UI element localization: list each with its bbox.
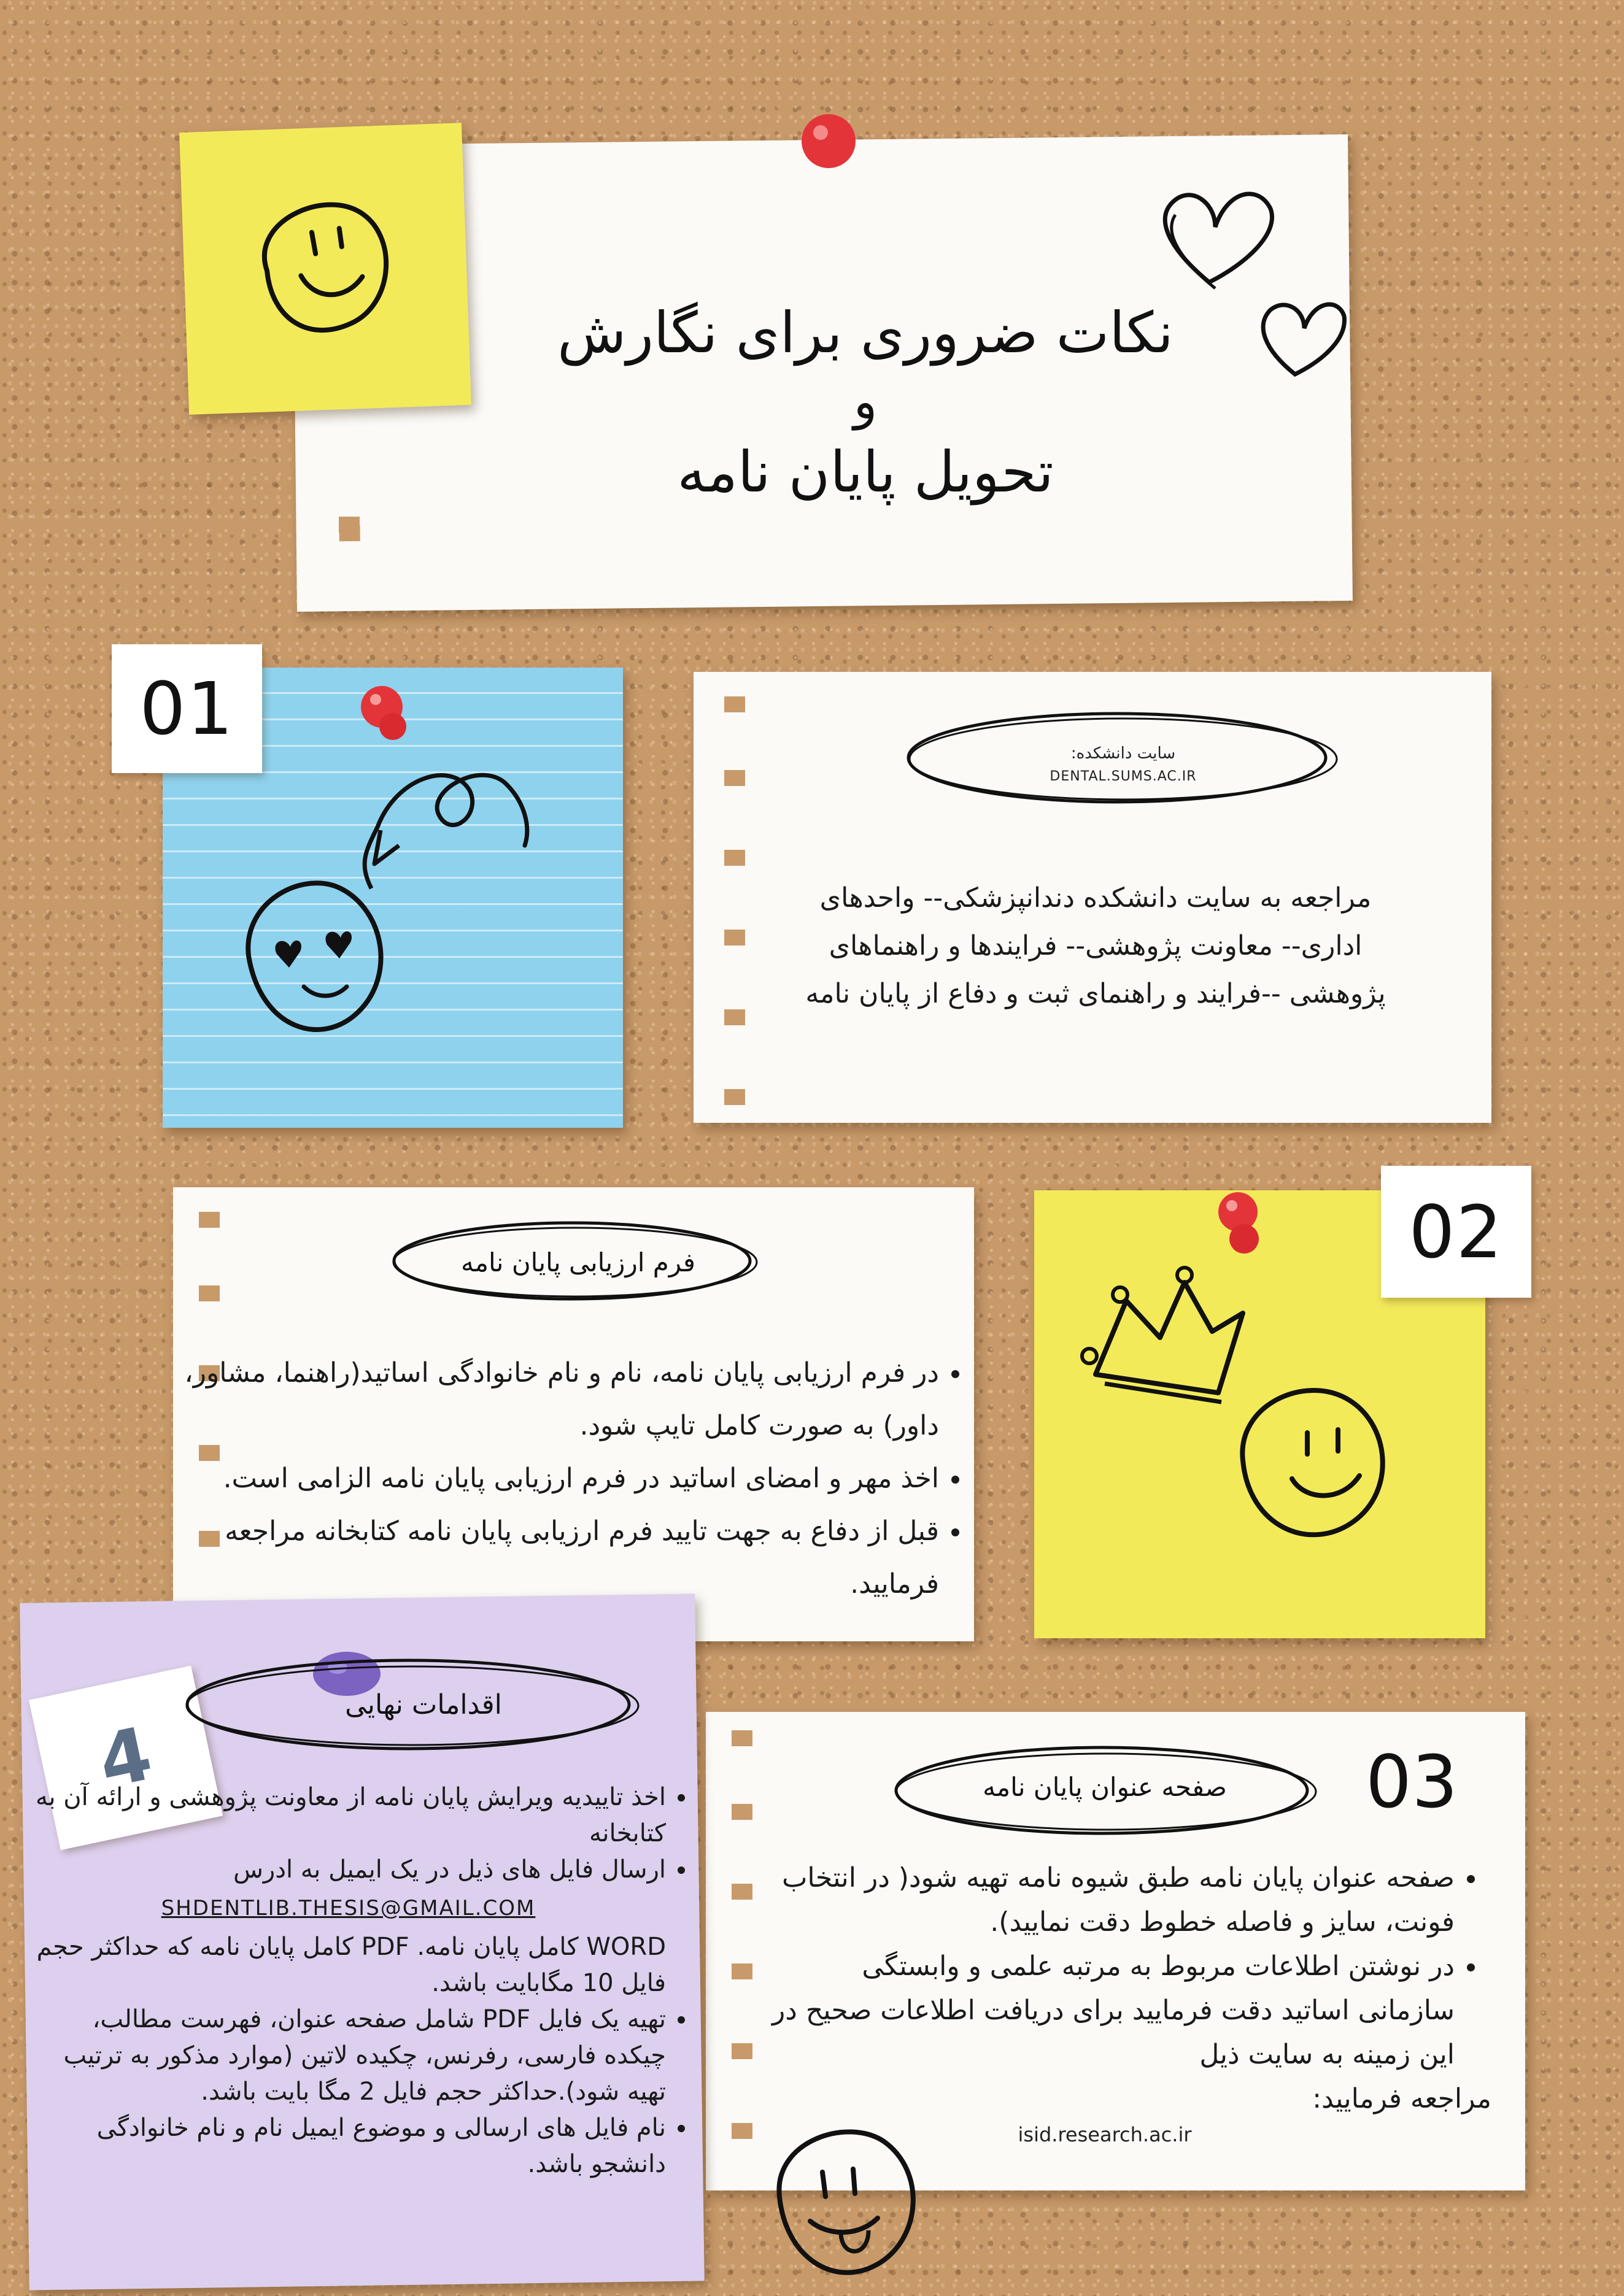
section4-bullet-text: WORD کامل پایان نامه. PDF کامل پایان نامه که حداکثر حجم فایل 10 مگابایت باشد.	[36, 1933, 666, 1997]
section1-number-card	[112, 644, 262, 773]
section2-bullets	[184, 1347, 976, 1611]
red-pin-icon	[795, 109, 862, 177]
badge-label: سایت دانشکده:	[1070, 744, 1176, 763]
section2-bullet: • اخذ مهر و امضای اساتید در فرم ارزیابی پایان نامه الزامی است.	[184, 1452, 939, 1505]
red-pin-icon	[1212, 1187, 1274, 1261]
email-link[interactable]: SHDENTLIB.THESIS@GMAIL.COM	[161, 1896, 536, 1920]
section1-number: 01	[139, 666, 234, 751]
section1-body-line: مراجعه به سایت دانشکده دندانپزشکی-- واحدهای	[819, 882, 1372, 914]
section1-paper	[694, 672, 1491, 1123]
section1-body-line: اداری-- معاونت پژوهشی-- فرایندها و راهنماهای	[829, 930, 1363, 961]
section3-closing: مراجعه فرمایید:	[1312, 2083, 1491, 2114]
section4-bullet-text: ارسال فایل های ذیل در یک ایمیل به ادرس	[233, 1855, 666, 1884]
section4-bullet: • نام فایل های ارسالی و موضوع ایمیل نام و نام خانوادگی دانشجو باشد.	[31, 2110, 666, 2182]
section4-bullet: • تهیه یک فایل PDF شامل صفحه عنوان، فهرست مطالب، چیکده فارسی، رفرنس، چکیده لاتین (موارد مذکور به ترتیب تهیه شود).حداکثر حجم فایل 2 مگا بایت باشد.	[31, 2001, 666, 2110]
section3-number: 03	[1366, 1739, 1458, 1824]
website-badge	[933, 744, 1313, 784]
smiley-icon	[179, 123, 471, 415]
section2-number-card	[1381, 1166, 1531, 1298]
section1-body-line: پژوهشی --فرایند و راهنمای ثبت و دفاع از پایان نامه	[805, 978, 1386, 1009]
title-line-2: و	[853, 373, 878, 430]
section4-heading: اقدامات نهایی	[345, 1689, 502, 1720]
red-pin-icon	[356, 681, 417, 749]
section2-bullet: • در فرم ارزیابی پایان نامه، نام و نام خانوادگی اساتید(راهنما، مشاور، داور) به صورت کامل تایپ شود.	[184, 1347, 939, 1452]
title-line-3: تحویل پایان نامه	[677, 439, 1054, 505]
section3-bullets	[761, 1856, 1491, 2121]
isid-link[interactable]: isid.research.ac.ir	[1018, 2123, 1192, 2146]
header-title	[466, 295, 1264, 512]
section4-number: 4	[91, 1711, 161, 1805]
section2-number: 02	[1409, 1189, 1504, 1274]
header-sticky-note	[179, 123, 471, 415]
tongue-smiley-icon	[755, 2105, 939, 2289]
paper-hole	[339, 517, 360, 533]
section4-bullet: • اخذ تاییدیه ویرایش پایان نامه از معاونت پژوهشی و ارائه آن به کتابخانه	[31, 1779, 666, 1852]
section3-bullet: • صفحه عنوان پایان نامه طبق شیوه نامه تهیه شود( در انتخاب فونت، سایز و فاصله خطوط دقت نمایید).	[761, 1856, 1455, 1944]
section4-bullets	[31, 1779, 694, 2182]
title-line-1: نکات ضروری برای نگارش	[557, 300, 1174, 366]
section3-heading: صفحه عنوان پایان نامه	[983, 1772, 1227, 1802]
badge-url[interactable]: DENTAL.SUMS.AC.IR	[1050, 769, 1197, 784]
section4-bullet	[31, 1852, 666, 2001]
section2-bullet: • قبل از دفاع به جهت تایید فرم ارزیابی پایان نامه کتابخانه مراجعه فرمایید.	[184, 1505, 939, 1611]
section2-heading: فرم ارزیابی پایان نامه	[460, 1247, 696, 1277]
section1-body	[755, 874, 1436, 1018]
section3-bullet: • در نوشتن اطلاعات مربوط به مرتبه علمی و وابستگی سازمانی اساتید دقت فرمایید برای دریافت اطلاعات صحیح در این زمینه به سایت ذیل	[761, 1944, 1455, 2077]
